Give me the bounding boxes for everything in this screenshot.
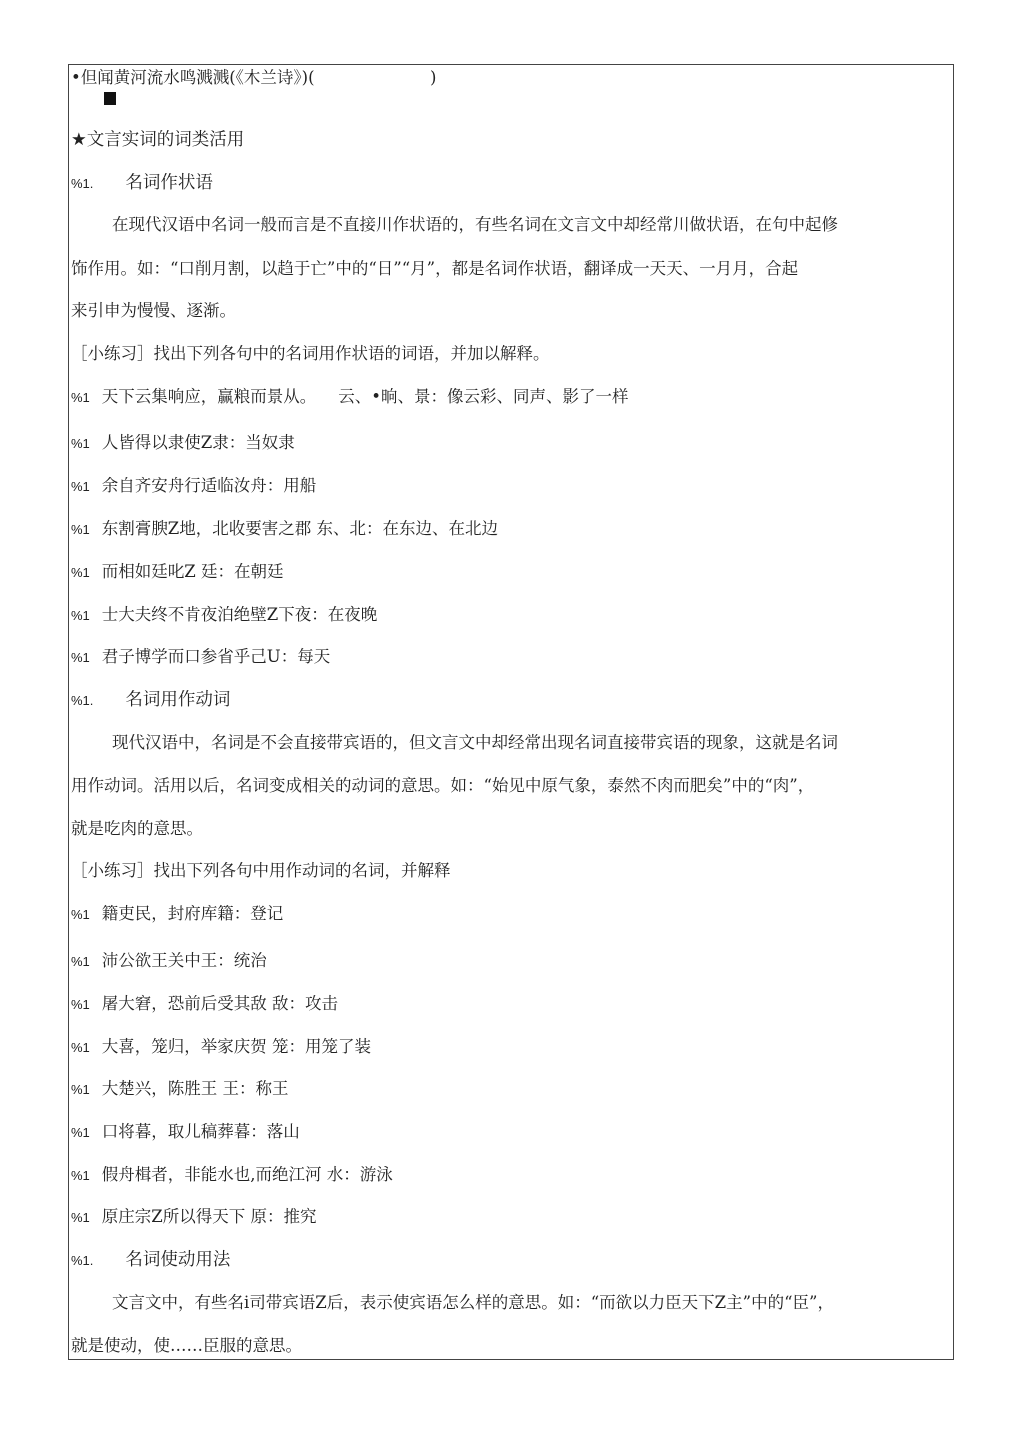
section1-number: %1. bbox=[71, 176, 94, 191]
section2-item bbox=[71, 1120, 300, 1145]
section2-item bbox=[71, 1035, 371, 1060]
item-number: %1 bbox=[71, 907, 90, 922]
item-number: %1 bbox=[71, 436, 90, 451]
section1-item bbox=[71, 560, 284, 585]
section1-item bbox=[71, 645, 330, 670]
section1-para-line2: 饰作用。如：“口削月割，以趋于亡”中的“日”“月”，都是名词作状语，翻译成一天天、一月月，合起 bbox=[71, 259, 799, 278]
section2-item bbox=[71, 1077, 289, 1102]
item-text: 而相如廷叱Z 廷：在朝廷 bbox=[101, 562, 284, 581]
quote-line: •但闻黄河流水鸣溅溅(《木兰诗》)( ) bbox=[71, 68, 437, 87]
item-text: 原庄宗Z所以得天下 原：推究 bbox=[101, 1207, 317, 1226]
item-text: 沛公欲王关中王：统治 bbox=[101, 951, 267, 970]
item-answer: 云、•晌、景：像云彩、同声、影了一样 bbox=[338, 387, 629, 406]
item-text: 东割膏腴Z地，北收要害之郡 东、北：在东边、在北边 bbox=[101, 519, 499, 538]
item-number: %1 bbox=[71, 390, 90, 405]
section2-item bbox=[71, 1205, 317, 1230]
item-number: %1 bbox=[71, 1125, 90, 1140]
section1-para-line1: 在现代汉语中名词一般而言是不直接川作状语的，有些名词在文言文中却经常川做状语，在句中起修 bbox=[112, 215, 838, 234]
item-number: %1 bbox=[71, 522, 90, 537]
section1-item bbox=[71, 431, 295, 456]
item-number: %1 bbox=[71, 1040, 90, 1055]
item-text: 口将暮，取儿稿葬暮：落山 bbox=[101, 1122, 300, 1141]
section2-para-line3: 就是吃肉的意思。 bbox=[71, 819, 203, 838]
item-text: 籍吏民，封府库籍：登记 bbox=[101, 904, 284, 923]
section1-item bbox=[71, 603, 377, 628]
item-number: %1 bbox=[71, 565, 90, 580]
section3-title: 名词使动用法 bbox=[125, 1250, 231, 1270]
section2-title: 名词用作动词 bbox=[125, 690, 231, 710]
item-number: %1 bbox=[71, 997, 90, 1012]
section1-heading bbox=[71, 171, 213, 196]
item-text: 士大夫终不肯夜泊绝壁Z下夜：在夜晚 bbox=[101, 605, 378, 624]
item-number: %1 bbox=[71, 1168, 90, 1183]
section2-para-line1: 现代汉语中，名词是不会直接带宾语的，但文言文中却经常出现名词直接带宾语的现象，这就是名词 bbox=[112, 733, 838, 752]
item-number: %1 bbox=[71, 479, 90, 494]
item-number: %1 bbox=[71, 1210, 90, 1225]
item-text: 余自齐安舟行适临汝舟：用船 bbox=[101, 476, 317, 495]
section1-item bbox=[71, 385, 629, 410]
item-text: 假舟楫者，非能水也,而绝江河 水：游泳 bbox=[101, 1165, 393, 1184]
section2-item bbox=[71, 1163, 393, 1188]
section1-exercise: ［小练习］找出下列各句中的名词用作状语的词语，并加以解释。 bbox=[71, 344, 550, 363]
section2-exercise: ［小练习］找出下列各句中用作动词的名词，并解释 bbox=[71, 861, 451, 880]
item-number: %1 bbox=[71, 1082, 90, 1097]
section3-number: %1. bbox=[71, 1253, 94, 1268]
item-text: 大楚兴，陈胜王 王：称王 bbox=[101, 1079, 289, 1098]
item-text: 天下云集响应，赢粮而景从。 bbox=[101, 387, 317, 406]
item-text: 人皆得以隶使Z隶：当奴隶 bbox=[101, 433, 295, 452]
section1-item bbox=[71, 517, 498, 542]
section2-item bbox=[71, 949, 267, 974]
section3-heading bbox=[71, 1248, 230, 1273]
section1-title: 名词作状语 bbox=[125, 173, 213, 193]
section2-number: %1. bbox=[71, 693, 94, 708]
section2-item bbox=[71, 902, 283, 927]
section1-item bbox=[71, 474, 316, 499]
section2-para-line2: 用作动词。活用以后，名词变成相关的动词的意思。如：“始见中原气象，泰然不肉而肥矣”中的“肉”， bbox=[71, 776, 815, 795]
section2-item bbox=[71, 992, 338, 1017]
item-number: %1 bbox=[71, 650, 90, 665]
black-square-bullet bbox=[104, 92, 116, 105]
section2-heading bbox=[71, 688, 230, 713]
item-text: 大喜，笼归，举家庆贺 笼：用笼了装 bbox=[101, 1037, 372, 1056]
item-number: %1 bbox=[71, 608, 90, 623]
section3-para-line1: 文言文中，有些名i司带宾语Z后，表示使宾语怎么样的意思。如：“而欲以力臣天下Z主”中的“臣”， bbox=[112, 1293, 834, 1312]
item-text: 屠大窘，恐前后受其敌 敌：攻击 bbox=[101, 994, 339, 1013]
item-text: 君子博学而口参省乎己U：每天 bbox=[101, 647, 331, 666]
section3-para-line2: 就是使动，使……臣服的意思。 bbox=[71, 1336, 302, 1355]
section1-para-line3: 来引申为慢慢、逐渐。 bbox=[71, 301, 236, 320]
main-heading: ★文言实词的词类活用 bbox=[71, 130, 245, 150]
item-number: %1 bbox=[71, 954, 90, 969]
